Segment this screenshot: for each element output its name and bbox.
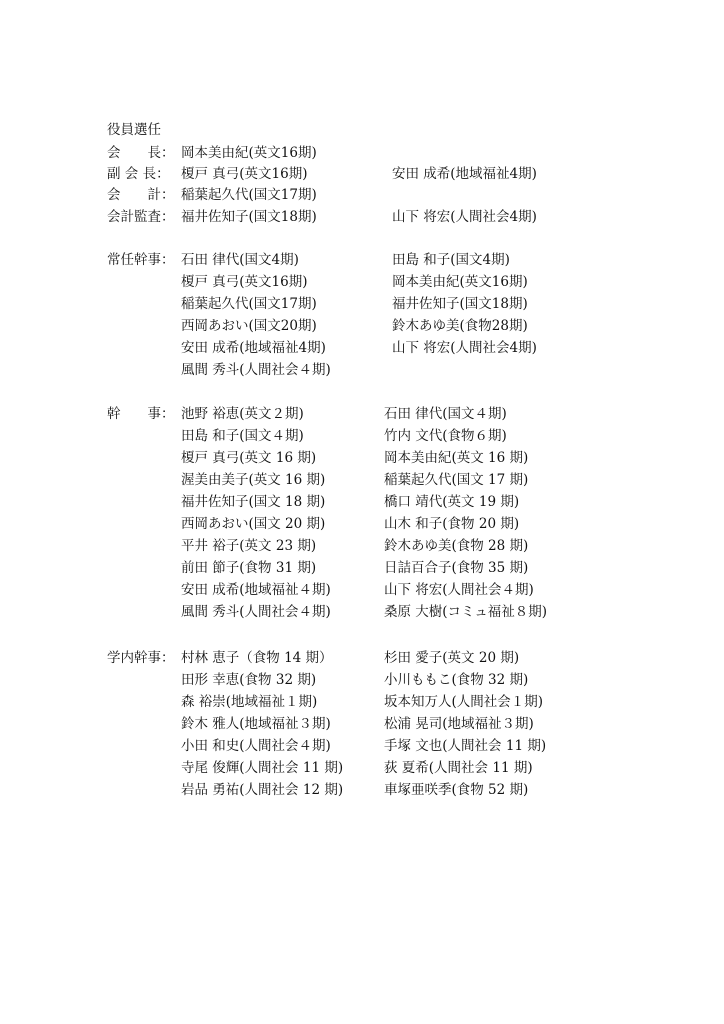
member-row bbox=[0, 470, 724, 491]
member-name: 橋口 靖代(英文 19 期) bbox=[384, 494, 520, 510]
member-row bbox=[0, 272, 724, 293]
officer-row bbox=[0, 185, 724, 206]
officer-role-label: 副 会 長： bbox=[107, 166, 170, 182]
member-row bbox=[0, 316, 724, 337]
section-label: 幹 事： bbox=[107, 406, 175, 422]
member-row bbox=[0, 426, 724, 447]
member-name: 前田 節子(食物 31 期) bbox=[181, 560, 317, 576]
member-name: 福井佐知子(国文 18 期) bbox=[181, 494, 326, 510]
officer-row bbox=[0, 143, 724, 164]
officer-name: 榎戸 真弓(英文16期) bbox=[181, 166, 308, 182]
member-row bbox=[0, 360, 724, 381]
member-name: 西岡あおい(国文 20 期) bbox=[181, 516, 326, 532]
member-name: 稲葉起久代(国文 17 期) bbox=[384, 472, 529, 488]
officer-row bbox=[0, 207, 724, 228]
member-name: 杉田 愛子(英文 20 期) bbox=[384, 650, 520, 666]
member-name: 山下 将宏(人間社会４期) bbox=[384, 582, 534, 598]
member-name: 風間 秀斗(人間社会４期) bbox=[181, 604, 331, 620]
member-name: 福井佐知子(国文18期) bbox=[392, 296, 528, 312]
member-name: 村林 恵子（食物 14 期） bbox=[181, 650, 333, 666]
officer-name: 山下 将宏(人間社会4期) bbox=[392, 209, 537, 225]
member-row bbox=[0, 736, 724, 757]
member-row bbox=[0, 294, 724, 315]
member-name: 鈴木あゆ美(食物 28 期) bbox=[384, 538, 529, 554]
member-row bbox=[0, 250, 724, 271]
member-name: 西岡あおい(国文20期) bbox=[181, 318, 317, 334]
member-name: 安田 成希(地域福祉4期) bbox=[181, 340, 326, 356]
member-name: 桑原 大樹(コミュ福祉８期) bbox=[384, 604, 548, 620]
member-row bbox=[0, 536, 724, 557]
member-name: 車塚亜咲季(食物 52 期) bbox=[384, 782, 529, 798]
member-name: 手塚 文也(人間社会 11 期) bbox=[384, 738, 547, 754]
member-name: 岡本美由紀(英文 16 期) bbox=[384, 450, 529, 466]
member-row bbox=[0, 558, 724, 579]
member-name: 石田 律代(国文４期) bbox=[384, 406, 507, 422]
member-name: 岡本美由紀(英文16期) bbox=[392, 274, 528, 290]
officer-role-label: 会計監査： bbox=[107, 209, 175, 225]
member-row bbox=[0, 514, 724, 535]
member-name: 竹内 文代(食物６期) bbox=[384, 428, 507, 444]
document-title: 役員選任 bbox=[107, 122, 161, 138]
member-name: 田島 和子(国文4期) bbox=[392, 252, 510, 268]
member-row bbox=[0, 338, 724, 359]
member-name: 小川ももこ(食物 32 期) bbox=[384, 672, 529, 688]
member-name: 鈴木 雅人(地域福祉３期) bbox=[181, 716, 331, 732]
member-name: 日詰百合子(食物 35 期) bbox=[384, 560, 529, 576]
member-name: 榎戸 真弓(英文16期) bbox=[181, 274, 308, 290]
member-name: 小田 和史(人間社会４期) bbox=[181, 738, 331, 754]
section-label: 常任幹事： bbox=[107, 252, 175, 268]
member-row bbox=[0, 670, 724, 691]
member-row bbox=[0, 492, 724, 513]
member-name: 平井 裕子(英文 23 期) bbox=[181, 538, 317, 554]
officer-row bbox=[0, 164, 724, 185]
officer-name: 岡本美由紀(英文16期) bbox=[181, 145, 317, 161]
member-row bbox=[0, 780, 724, 801]
member-row bbox=[0, 404, 724, 425]
member-name: 寺尾 俊輝(人間社会 11 期) bbox=[181, 760, 344, 776]
member-name: 石田 律代(国文4期) bbox=[181, 252, 299, 268]
member-name: 田形 幸恵(食物 32 期) bbox=[181, 672, 317, 688]
member-row bbox=[0, 448, 724, 469]
member-row bbox=[0, 648, 724, 669]
member-name: 山木 和子(食物 20 期) bbox=[384, 516, 520, 532]
member-row bbox=[0, 692, 724, 713]
member-row bbox=[0, 580, 724, 601]
member-name: 安田 成希(地域福祉４期) bbox=[181, 582, 331, 598]
member-name: 松浦 晃司(地域福祉３期) bbox=[384, 716, 534, 732]
member-name: 森 裕崇(地域福祉１期) bbox=[181, 694, 318, 710]
officer-name: 稲葉起久代(国文17期) bbox=[181, 187, 317, 203]
member-name: 池野 裕恵(英文２期) bbox=[181, 406, 304, 422]
officer-role-label: 会 計： bbox=[107, 187, 175, 203]
member-name: 渥美由美子(英文 16 期) bbox=[181, 472, 326, 488]
member-name: 田島 和子(国文４期) bbox=[181, 428, 304, 444]
member-name: 榎戸 真弓(英文 16 期) bbox=[181, 450, 317, 466]
member-name: 岩品 勇祐(人間社会 12 期) bbox=[181, 782, 344, 798]
member-name: 稲葉起久代(国文17期) bbox=[181, 296, 317, 312]
officer-role-label: 会 長： bbox=[107, 145, 175, 161]
member-row bbox=[0, 758, 724, 779]
member-name: 山下 将宏(人間社会4期) bbox=[392, 340, 537, 356]
section-label: 学内幹事： bbox=[107, 650, 175, 666]
officer-name: 福井佐知子(国文18期) bbox=[181, 209, 317, 225]
member-row bbox=[0, 714, 724, 735]
member-name: 坂本知万人(人間社会１期) bbox=[384, 694, 544, 710]
officer-name: 安田 成希(地域福祉4期) bbox=[392, 166, 537, 182]
member-row bbox=[0, 602, 724, 623]
member-name: 風間 秀斗(人間社会４期) bbox=[181, 362, 331, 378]
member-name: 鈴木あゆ美(食物28期) bbox=[392, 318, 528, 334]
member-name: 荻 夏希(人間社会 11 期) bbox=[384, 760, 533, 776]
